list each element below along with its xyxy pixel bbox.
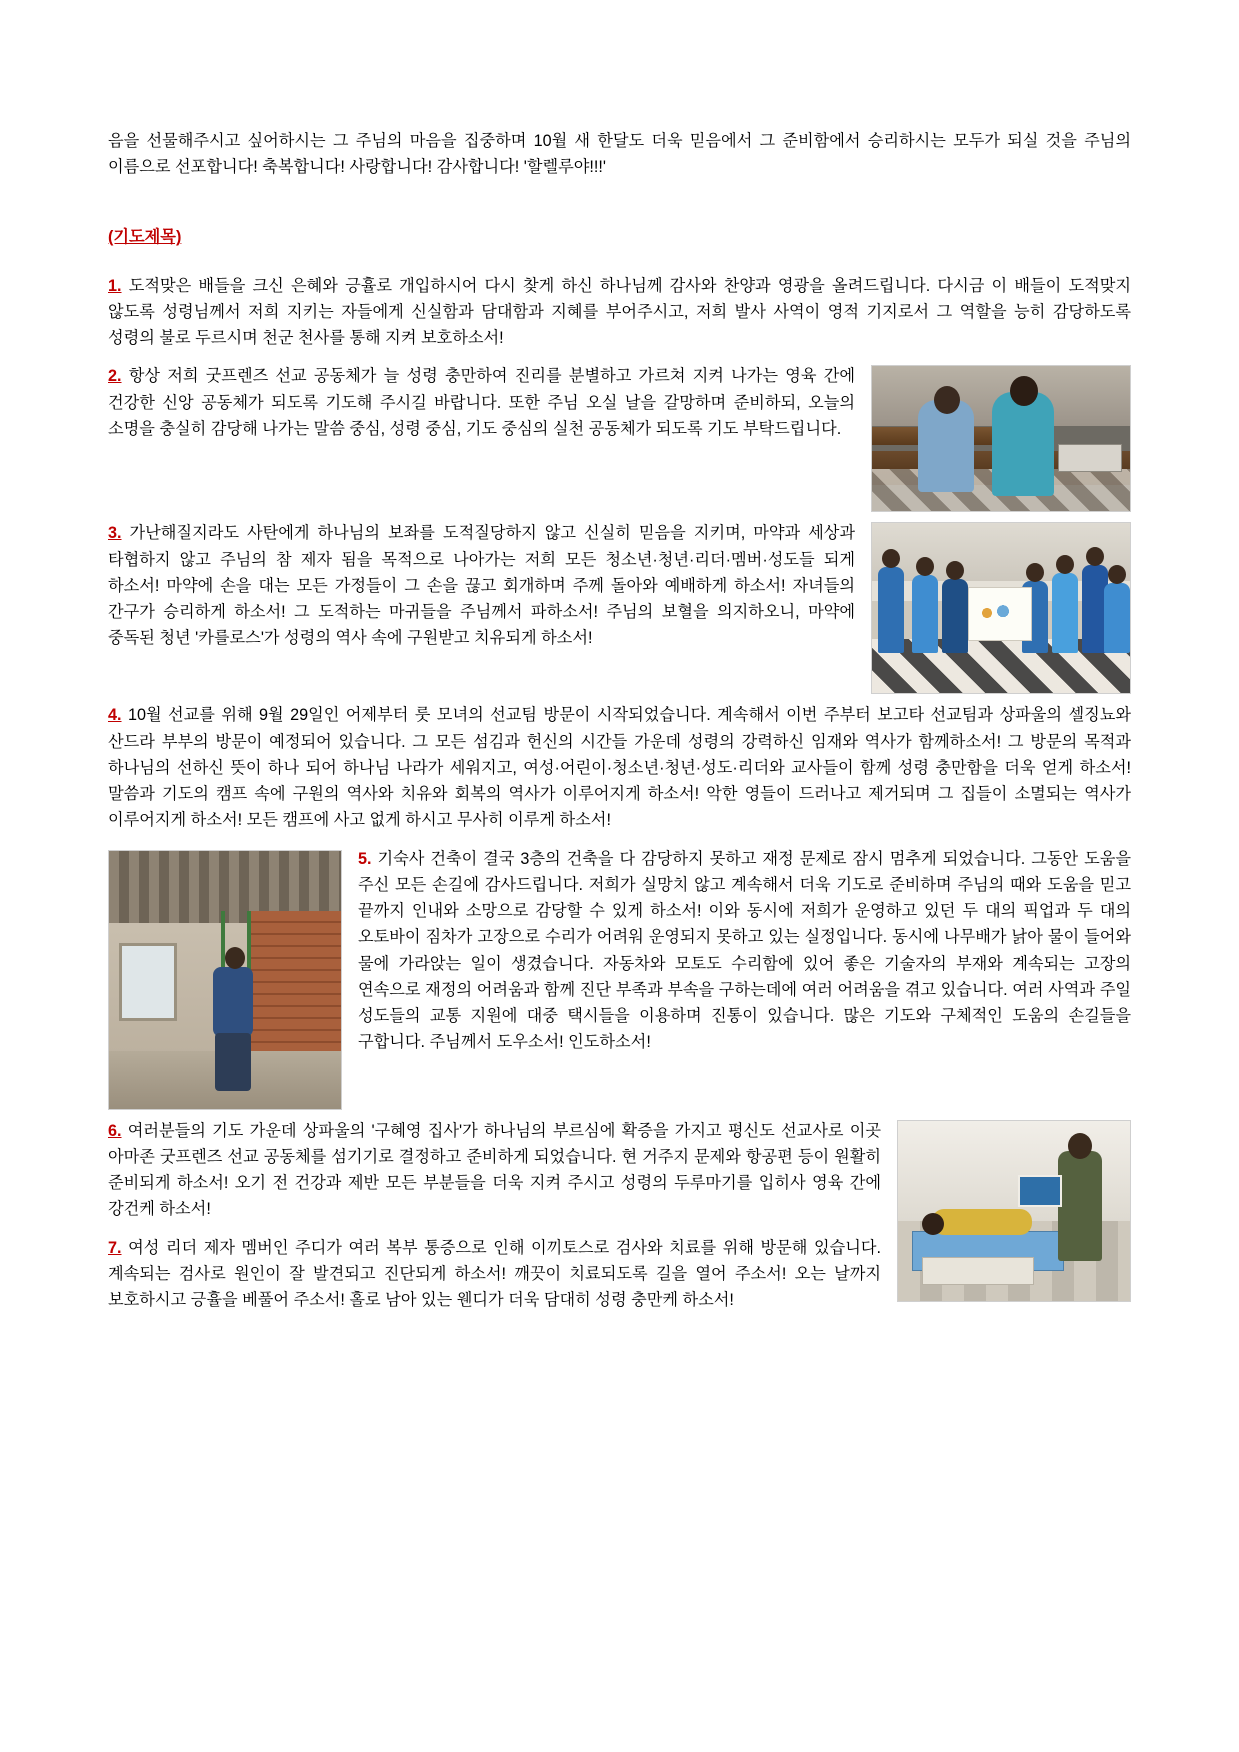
prayer-item-6 bbox=[108, 1118, 1131, 1326]
item-text-4: 10월 선교를 위해 9월 29일인 어제부터 룻 모녀의 선교팀 방문이 시작되었습니다. 계속해서 이번 주부터 보고타 선교팀과 상파울의 셀징뇨와 산드라 부부의 방문이 예정되어 있습니다. 그 모든 섬김과 헌신의 시간들 가운데 성령의 강력하신 임재와 역사가 함께하소서! 그 방문의 목적과 하나님의 선하신 뜻이 하나 되어 하나님 나라가 세워지고, 여성·어린이·청소년·청년·성도·리더와 교사들이 함께 성령 충만함을 더욱 얻게 하소서! 말씀과 기도의 캠프 속에 구원의 역사와 치유와 회복의 역사가 이루어지게 하소서! 악한 영들이 드러나고 제거되며 그 집들이 소멸되는 역사가 이루어지게 하소서! 모든 캠프에 사고 없게 하시고 무사히 이루게 하소서! bbox=[108, 706, 1131, 830]
photo-children-with-poster bbox=[871, 522, 1131, 694]
prayer-item-2 bbox=[108, 363, 1131, 520]
page-title: (기도제목) bbox=[108, 228, 182, 247]
item-text-1: 도적맞은 배들을 크신 은혜와 긍휼로 개입하시어 다시 찾게 하신 하나님께 감사와 찬양과 영광을 올려드립니다. 다시금 이 배들이 도적맞지 않도록 성령님께서 저희 지키는 자들에게 신실함과 담대함과 지혜를 부어주시고, 저희 발사 사역이 영적 기지로서 그 역할을 능히 감당하도록 성령의 불로 두르시며 천군 천사를 통해 지켜 보호하소서! bbox=[108, 276, 1131, 348]
item-number-3: 3. bbox=[108, 524, 122, 543]
photo1-person-right bbox=[992, 392, 1054, 496]
photo1-device bbox=[1058, 444, 1122, 472]
photo2-poster bbox=[968, 587, 1032, 641]
photo-2-wrapper bbox=[871, 522, 1131, 694]
photo4-patient bbox=[932, 1209, 1032, 1235]
photo4-monitor bbox=[1018, 1175, 1062, 1207]
item-number-6: 6. bbox=[108, 1121, 122, 1140]
prayer-item-1 bbox=[108, 273, 1131, 352]
photo-two-women-at-table bbox=[871, 365, 1131, 512]
photo-1-wrapper bbox=[871, 365, 1131, 512]
photo3-person-head bbox=[225, 947, 245, 969]
photo2-person bbox=[942, 579, 968, 653]
intro-paragraph: 음을 선물해주시고 싶어하시는 그 주님의 마음을 집중하며 10월 새 한달도 더욱 믿음에서 그 준비함에서 승리하시는 모두가 되실 것을 주님의 이름으로 선포합니다! 축복합니다! 사랑합니다! 감사합니다! '할렐루야!!!' bbox=[108, 132, 1131, 177]
item-number-4: 4. bbox=[108, 706, 122, 725]
item-number-7: 7. bbox=[108, 1238, 122, 1257]
photo3-person-legs bbox=[215, 1033, 251, 1091]
photo4-medic bbox=[1058, 1151, 1102, 1261]
item-text-2: 항상 저희 굿프렌즈 선교 공동체가 늘 성령 충만하여 진리를 분별하고 가르쳐 지켜 나가는 영육 간에 건강한 신앙 공동체가 되도록 기도해 주시길 바랍니다. 또한 주님 오실 날을 갈망하며 준비하되, 오늘의 소명을 충실히 감당해 나가는 말씀 중심, 성령 중심, 기도 중심의 실천 공동체가 되도록 기도 부탁드립니다. bbox=[108, 367, 855, 438]
item-text-3: 가난해질지라도 사탄에게 하나님의 보좌를 도적질당하지 않고 신실히 믿음을 지키며, 마약과 세상과 타협하지 않고 주님의 참 제자 됨을 목적으로 나아가는 저희 모든 청소년·청년·리더·멤버·성도들 되게 하소서! 마약에 손을 대는 모든 가정들이 그 손을 끊고 회개하며 주께 돌아와 예배하게 하소서! 자녀들의 간구가 승리하게 하소서! 그 도적하는 마귀들을 주님께서 파하소서! 주님의 보혈을 의지하오니, 마약에 중독된 청년 '카를로스'가 성령의 역사 속에 구원받고 치유되게 하소서! bbox=[108, 524, 856, 648]
item-text-6: 여러분들의 기도 가운데 상파울의 '구혜영 집사'가 하나님의 부르심에 확증을 가지고 평신도 선교사로 이곳 아마존 굿프렌즈 선교 공동체를 섬기기로 결정하고 준비하게 되었습니다. 현 거주지 문제와 항공편 등이 원활히 준비되게 하소서! 오기 전 건강과 제반 모든 부분들을 더욱 지켜 주시고 성령의 두루마기를 입히사 영육 간에 강건케 하소서! bbox=[108, 1121, 882, 1219]
prayer-item-5 bbox=[108, 846, 1131, 1118]
photo3-brick-wall bbox=[249, 911, 341, 1051]
photo2-person bbox=[878, 567, 904, 653]
photo-man-on-ladder bbox=[108, 850, 342, 1110]
photo2-person bbox=[1104, 583, 1130, 653]
prayer-item-3 bbox=[108, 520, 1131, 702]
photo-4-wrapper bbox=[897, 1120, 1131, 1302]
photo4-cabinet bbox=[922, 1257, 1034, 1285]
photo-3-wrapper bbox=[108, 850, 342, 1110]
photo4-medic-head bbox=[1068, 1133, 1092, 1159]
item-text-5: 기숙사 건축이 결국 3층의 건축을 다 감당하지 못하고 재정 문제로 잠시 멈추게 되었습니다. 그동안 도움을 주신 모든 손길에 감사드립니다. 저희가 실망치 않고 계속해서 더욱 기도로 준비하며 주님의 때와 도움을 믿고 끝까지 인내와 소망으로 감당할 수 있게 하소서! 이와 동시에 저희가 운영하고 있던 두 대의 픽업과 두 대의 오토바이 짐차가 고장으로 수리가 어려워 운영되지 못하고 있는 실정입니다. 동시에 나무배가 낡아 물이 들어와 물에 가라앉는 일이 생겼습니다. 자동차와 모토도 수리함에 있어 좋은 기술자의 부재와 계속되는 고장의 연속으로 재정의 어려움과 함께 진단 부족과 부속을 구하는데에 여러 어려움을 겪고 있습니다. 여러 사역과 주일 성도들의 교통 지원에 대중 택시들을 이용하며 진통이 있습니다. 많은 기도와 구체적인 도움의 손길들을 구합니다. 주님께서 도우소서! 인도하소서! bbox=[358, 849, 1131, 1052]
photo-clinic-patient bbox=[897, 1120, 1131, 1302]
item-number-1: 1. bbox=[108, 276, 122, 295]
photo3-person-body bbox=[213, 967, 253, 1037]
photo1-person-left bbox=[918, 400, 974, 492]
prayer-item-4 bbox=[108, 702, 1131, 833]
photo2-person bbox=[1052, 573, 1078, 653]
item-number-2: 2. bbox=[108, 367, 122, 386]
photo3-window bbox=[119, 943, 177, 1021]
photo4-patient-head bbox=[922, 1213, 944, 1235]
item-text-7: 여성 리더 제자 멤버인 주디가 여러 복부 통증으로 인해 이끼토스로 검사와 치료를 위해 방문해 있습니다. 계속되는 검사로 원인이 잘 발견되고 진단되게 하소서! 깨끗이 치료되도록 길을 열어 주소서! 오는 날까지 보호하시고 긍휼을 베풀어 주소서! 홀로 남아 있는 웬디가 더욱 담대히 성령 충만케 하소서! bbox=[108, 1238, 882, 1309]
photo2-person bbox=[912, 575, 938, 653]
item-number-5: 5. bbox=[358, 849, 372, 868]
